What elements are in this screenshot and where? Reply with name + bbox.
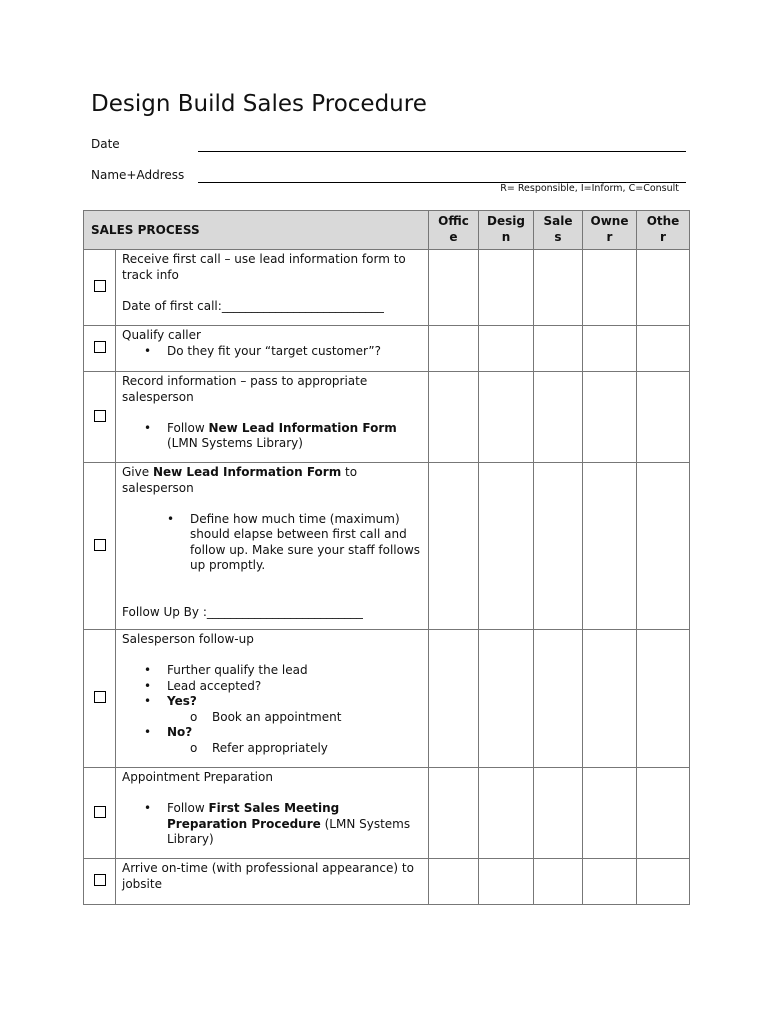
step-description: Give New Lead Information Form to salesperson • Define how much time (maximum) should elapse between first call and follow up. Make sure your staff follows up promptly. Follow Up By :__________________________ xyxy=(116,463,429,630)
name-address-label: Name+Address xyxy=(91,168,185,182)
role-cell-design[interactable] xyxy=(479,250,534,326)
table-row xyxy=(84,859,690,905)
step-checkbox[interactable] xyxy=(94,539,106,551)
step-checkbox[interactable] xyxy=(94,874,106,886)
step-description: Record information – pass to appropriate salesperson • Follow New Lead Information Form (LMN Systems Library) xyxy=(116,372,429,463)
role-cell-sales[interactable] xyxy=(534,463,583,630)
role-cell-owner[interactable] xyxy=(583,326,637,372)
role-cell-other[interactable] xyxy=(637,372,690,463)
role-cell-office[interactable] xyxy=(429,630,479,768)
table-row xyxy=(84,372,690,463)
role-cell-office[interactable] xyxy=(429,768,479,859)
role-cell-office[interactable] xyxy=(429,326,479,372)
table-row xyxy=(84,463,690,630)
role-cell-other[interactable] xyxy=(637,250,690,326)
step-description: Qualify caller • Do they fit your “target customer”? xyxy=(116,326,429,372)
header-sales: Sale s xyxy=(534,211,583,250)
role-cell-owner[interactable] xyxy=(583,250,637,326)
role-cell-sales[interactable] xyxy=(534,250,583,326)
table-row xyxy=(84,768,690,859)
role-cell-design[interactable] xyxy=(479,326,534,372)
page-title: Design Build Sales Procedure xyxy=(91,91,427,117)
date-label: Date xyxy=(91,137,120,151)
role-cell-design[interactable] xyxy=(479,372,534,463)
step-description: Salesperson follow-up • Further qualify the lead • Lead accepted? • Yes? o Book an appointment • No? o Refer appropriately xyxy=(116,630,429,768)
header-other: Othe r xyxy=(637,211,690,250)
role-cell-office[interactable] xyxy=(429,463,479,630)
role-cell-sales[interactable] xyxy=(534,859,583,905)
role-cell-owner[interactable] xyxy=(583,859,637,905)
role-cell-sales[interactable] xyxy=(534,768,583,859)
table-header-row xyxy=(84,211,690,250)
role-cell-other[interactable] xyxy=(637,768,690,859)
step-description: Arrive on-time (with professional appearance) to jobsite xyxy=(116,859,429,905)
step-checkbox[interactable] xyxy=(94,341,106,353)
role-cell-other[interactable] xyxy=(637,630,690,768)
step-checkbox[interactable] xyxy=(94,691,106,703)
table-row xyxy=(84,630,690,768)
header-sales-process: SALES PROCESS xyxy=(84,211,429,250)
step-checkbox[interactable] xyxy=(94,280,106,292)
role-cell-office[interactable] xyxy=(429,250,479,326)
role-cell-design[interactable] xyxy=(479,630,534,768)
table-row xyxy=(84,326,690,372)
step-description: Appointment Preparation • Follow First Sales Meeting Preparation Procedure (LMN Systems Library) xyxy=(116,768,429,859)
role-cell-other[interactable] xyxy=(637,326,690,372)
role-cell-owner[interactable] xyxy=(583,372,637,463)
header-design: Desig n xyxy=(479,211,534,250)
date-field-line[interactable] xyxy=(198,151,686,152)
role-cell-design[interactable] xyxy=(479,768,534,859)
role-cell-office[interactable] xyxy=(429,859,479,905)
role-cell-sales[interactable] xyxy=(534,372,583,463)
role-cell-design[interactable] xyxy=(479,859,534,905)
step-checkbox[interactable] xyxy=(94,410,106,422)
header-office: Offic e xyxy=(429,211,479,250)
role-cell-sales[interactable] xyxy=(534,630,583,768)
role-cell-other[interactable] xyxy=(637,859,690,905)
role-cell-owner[interactable] xyxy=(583,630,637,768)
role-cell-owner[interactable] xyxy=(583,463,637,630)
role-cell-owner[interactable] xyxy=(583,768,637,859)
table-row xyxy=(84,250,690,326)
header-owner: Owne r xyxy=(583,211,637,250)
role-cell-office[interactable] xyxy=(429,372,479,463)
role-cell-sales[interactable] xyxy=(534,326,583,372)
role-cell-design[interactable] xyxy=(479,463,534,630)
role-cell-other[interactable] xyxy=(637,463,690,630)
sales-process-table xyxy=(83,210,690,905)
step-description: Receive first call – use lead information form to track info Date of first call:___________________________ xyxy=(116,250,429,326)
role-legend: R= Responsible, I=Inform, C=Consult xyxy=(500,183,679,194)
step-checkbox[interactable] xyxy=(94,806,106,818)
